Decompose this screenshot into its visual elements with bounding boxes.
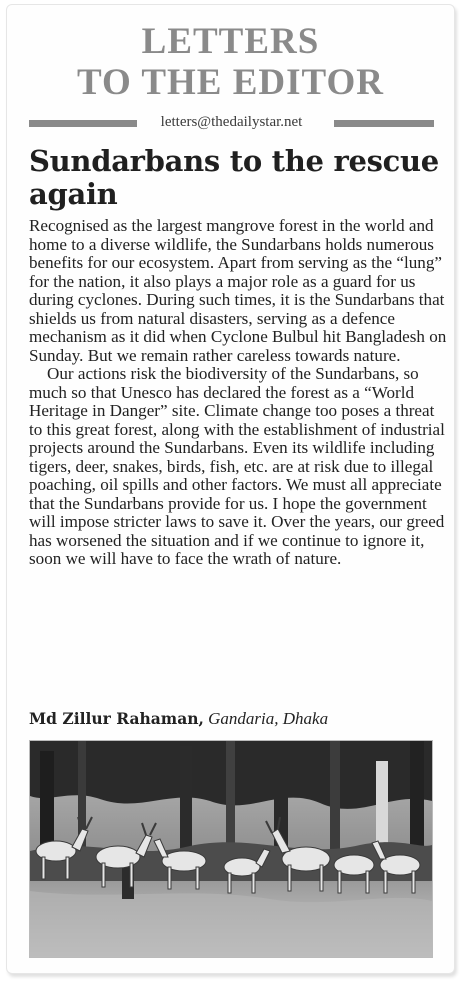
deer-photo: [29, 740, 433, 958]
letters-page: [6, 4, 455, 974]
section-title-line1: LETTERS: [141, 21, 320, 62]
letter-body: [29, 217, 447, 569]
paragraph: Recognised as the largest mangrove forest in the world and home to a diverse wildlife, the Sundarbans holds numerous benefits for our ecosystem. Apart from serving as the “lung” for the nation, it also plays a major role as a guard for us during cyclones. During such times, it is the Sundarbans that shields us from natural disasters, serving as a defence mechanism as it did when Cyclone Bulbul hit Bangladesh on Sunday. But we remain rather careless towards nature.: [29, 216, 447, 365]
author-name: Md Zillur Rahaman,: [29, 709, 204, 728]
editor-email[interactable]: letters@thedailystar.net: [160, 114, 303, 130]
letter-headline: Sundarbans to the rescue again: [29, 144, 439, 211]
paragraph: Our actions risk the biodiversity of the Sundarbans, so much so that Unesco has declared the forest as a “World Heritage in Danger” site. Climate change too poses a threat to this great forest, along with the establishment of industrial projects around the Sundarbans. Even its wildlife including tigers, deer, snakes, birds, fish, etc. are at risk due to illegal poaching, oil spills and other factors. We must all appreciate that the Sundarbans provide for us. I hope the government will impose stricter laws to save it. Over the years, our greed has worsened the situation and if we continue to ignore it, soon we will have to face the wrath of nature.: [29, 364, 445, 568]
rule-right: [334, 120, 434, 127]
email-rule: [29, 114, 434, 132]
author-location: Gandaria, Dhaka: [208, 709, 329, 728]
deer-illustration: [30, 741, 432, 957]
section-title-line2: TO THE EDITOR: [76, 62, 385, 103]
letter-signature: [29, 709, 439, 729]
